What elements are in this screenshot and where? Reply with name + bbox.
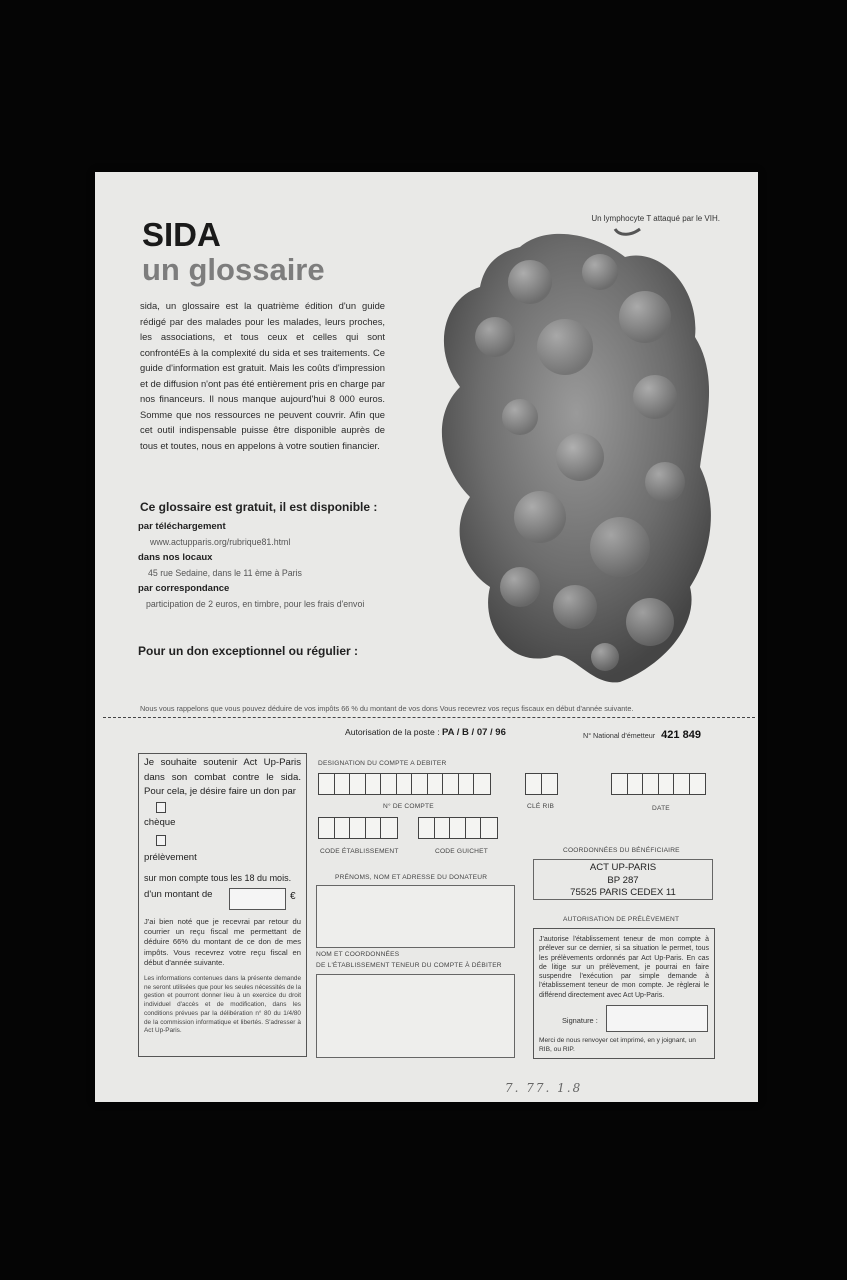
cheque-checkbox[interactable] xyxy=(156,802,166,813)
post-authorization-label: Autorisation de la poste : xyxy=(345,727,440,737)
bank-label-line2: DE L'ÉTABLISSEMENT TENEUR DU COMPTE À DÉBITER xyxy=(316,962,502,969)
donation-intro: Je souhaite soutenir Act Up-Paris dans son combat contre le sida. Pour cela, je désire faire un don par xyxy=(144,757,301,797)
intro-paragraph: sida, un glossaire est la quatrième édition d'un guide rédigé par des malades pour les malades, leurs proches, les associations, et tous ceux et celles qui sont confrontéEs à la complexité du sida et ses traitements. Ce guide d'information est gratuit. Mais les coûts d'impression et de diffusion n'ont pas été entièrement pris en charge par nos financeurs. Il nous manque aujourd'hui 8 000 euros. Somme que nos ressources ne peuvent couvrir. Afin que cet outil indispensable puisse être disponible auprès de tous et toutes, nous en appelons à votre soutien financier. xyxy=(140,300,385,451)
donation-heading: Pour un don exceptionnel ou régulier : xyxy=(138,644,359,658)
signature-label: Signature : xyxy=(562,1016,598,1025)
debit-authorization-box xyxy=(533,928,715,1059)
issuer-number xyxy=(583,729,701,741)
designation-label: DESIGNATION DU COMPTE A DEBITER xyxy=(318,760,447,767)
issuer-value: 421 849 xyxy=(661,729,701,741)
lymphocyte-image xyxy=(400,227,730,687)
bank-code-label: CODE ÉTABLISSEMENT xyxy=(320,848,399,855)
tax-reminder: Nous vous rappelons que vous pouvez déduire de vos impôts 66 % du montant de vos dons Vous recevrez vos reçus fiscaux en début d'année suivante. xyxy=(140,704,634,713)
beneficiary-city: 75525 PARIS CEDEX 11 xyxy=(570,887,676,898)
privacy-note: Les informations contenues dans la présente demande ne seront utilisées que pour les seules nécessités de la gestion et pourront donner lieu à un exercice du droit individuel d'accès et de modification, dans les conditions prévues par la délibération n° 80 du 1/4/80 de la commission informatique et libertés. S'adresser à Act Up-Paris. xyxy=(144,975,301,1035)
bank-label-line1: NOM ET COORDONNÉES xyxy=(316,951,400,958)
branch-code-label: CODE GUICHET xyxy=(435,848,488,855)
prelevement-label: prélèvement xyxy=(144,852,197,863)
account-number-field[interactable] xyxy=(318,773,491,795)
availability-label-mail: par correspondance xyxy=(138,583,230,594)
beneficiary-box xyxy=(533,859,713,900)
image-caption: Un lymphocyte T attaqué par le VIH. xyxy=(591,214,720,223)
issuer-label: N° National d'émetteur xyxy=(583,731,656,740)
euro-sign: € xyxy=(290,891,296,902)
bank-code-field[interactable] xyxy=(318,817,398,839)
availability-heading: Ce glossaire est gratuit, il est disponible : xyxy=(140,500,378,514)
post-authorization-value: PA / B / 07 / 96 xyxy=(441,727,506,738)
debit-auth-text: J'autorise l'établissement teneur de mon compte à prélever sur ce dernier, si sa situation le permet, tous les prélèvements ordonnés par Act Up-Paris. En cas de litige sur un prélèvement, je pourrai en faire suspendre l'exécution par simple demande à l'établissement teneur de mon compte. Je règlerai le différend directement avec Act Up-Paris. xyxy=(539,936,709,999)
receipt-note: J'ai bien noté que je recevrai par retour du courrier un reçu fiscal me permettant de déduire 66% du montant de ce don de mes impôts. Vous recevrez votre reçu fiscal en début d'année suivante. xyxy=(144,917,301,967)
availability-value-mail: participation de 2 euros, en timbre, pour les frais d'envoi xyxy=(146,599,365,609)
cheque-label: chèque xyxy=(144,817,176,828)
branch-code-field[interactable] xyxy=(418,817,498,839)
rib-key-label: CLÉ RIB xyxy=(527,803,555,810)
title-sida: SIDA xyxy=(142,216,221,253)
donation-choice-box xyxy=(138,753,307,1057)
post-authorization xyxy=(345,727,506,738)
date-label: DATE xyxy=(652,805,670,812)
prelevement-checkbox[interactable] xyxy=(156,835,166,846)
monthly-text: sur mon compte tous les 18 du mois. xyxy=(144,873,292,883)
account-number-label: N° DE COMPTE xyxy=(383,803,434,810)
availability-value-office: 45 rue Sedaine, dans le 11 ème à Paris xyxy=(148,568,302,578)
flyer-page xyxy=(95,172,758,1102)
amount-label: d'un montant de xyxy=(144,889,213,900)
amount-field[interactable] xyxy=(229,888,286,910)
availability-label-download: par téléchargement xyxy=(138,521,226,532)
title-glossaire: un glossaire xyxy=(142,252,325,287)
date-field[interactable] xyxy=(611,773,706,795)
beneficiary-bp: BP 287 xyxy=(607,874,639,886)
signature-field[interactable] xyxy=(606,1005,708,1032)
rib-key-field[interactable] xyxy=(525,773,558,795)
donor-address-field[interactable] xyxy=(316,885,515,948)
bank-details-field[interactable] xyxy=(316,974,515,1058)
availability-label-office: dans nos locaux xyxy=(138,552,213,563)
beneficiary-name: ACT UP-PARIS xyxy=(589,862,657,873)
return-note: Merci de nous renvoyer cet imprimé, en y joignant, un RIB, ou RIP. xyxy=(539,1037,696,1053)
donor-label: PRÉNOMS, NOM ET ADRESSE DU DONATEUR xyxy=(335,874,488,881)
debit-auth-label: AUTORISATION DE PRÉLÈVEMENT xyxy=(563,916,680,923)
beneficiary-label: COORDONNÉES DU BÉNÉFICIAIRE xyxy=(563,847,680,854)
cut-line xyxy=(103,717,755,718)
availability-value-download: www.actupparis.org/rubrique81.html xyxy=(150,537,291,547)
handwritten-note: 7. 77. 1.8 xyxy=(505,1081,583,1095)
